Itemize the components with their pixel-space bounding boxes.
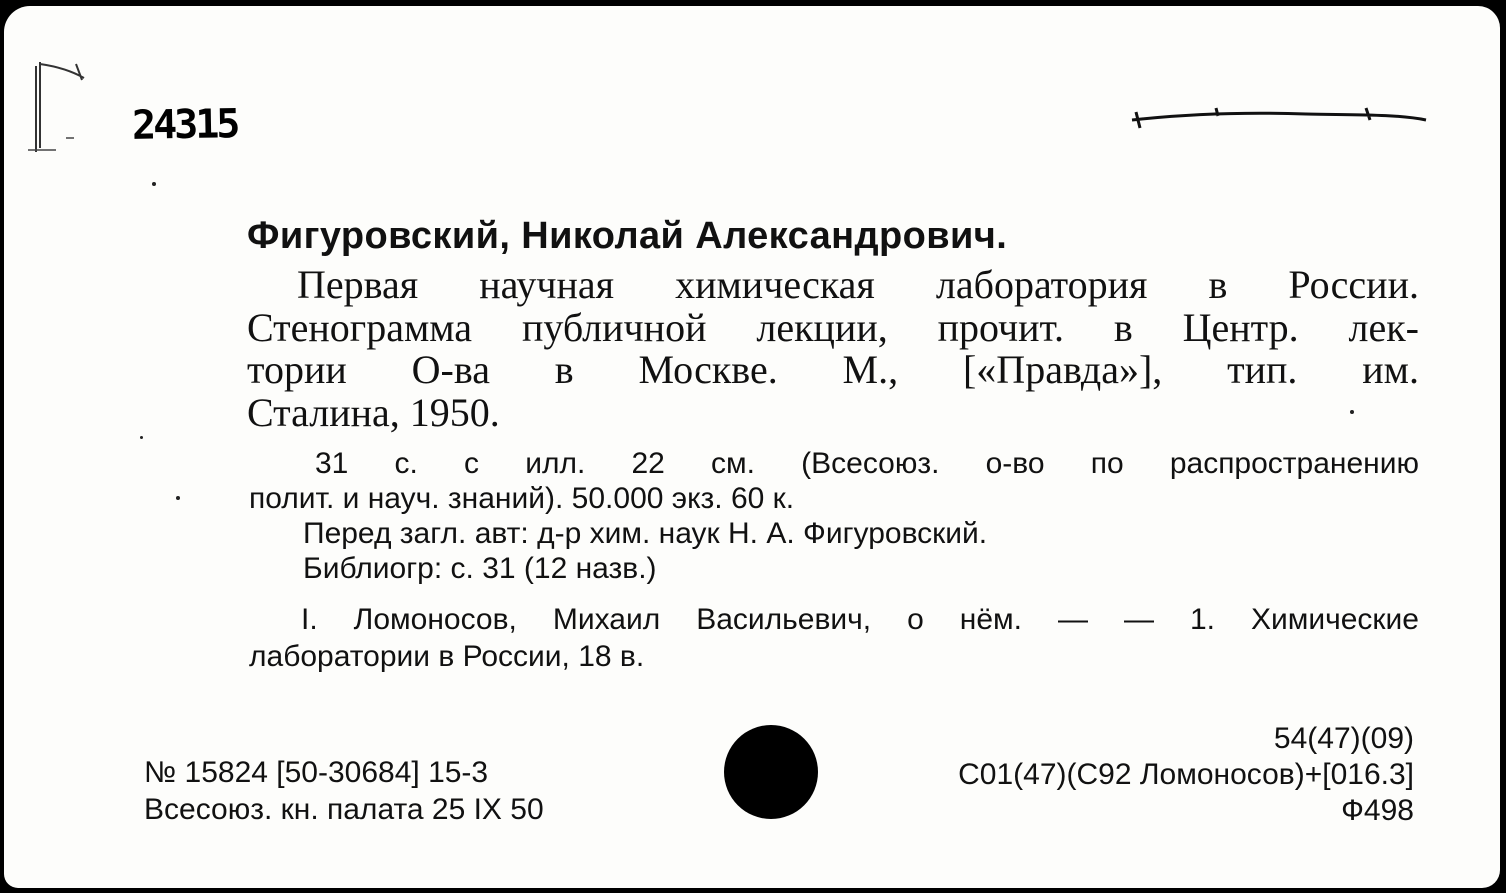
title-line: Стенограмма публичной лекции, прочит. в Центр. лек- bbox=[247, 304, 1419, 350]
title-block bbox=[247, 264, 1419, 434]
classification-codes bbox=[958, 721, 1414, 829]
title-line: тории О-ва в Москве. М., [«Правда»], тип. им. bbox=[247, 347, 1419, 392]
description-line: Перед загл. авт: д-р хим. наук Н. А. Фигуровский. bbox=[303, 517, 988, 550]
description-line: Библиогр: с. 31 (12 назв.) bbox=[303, 552, 657, 585]
author-mark: Ф498 bbox=[1341, 794, 1414, 827]
registry-info bbox=[144, 754, 544, 828]
book-chamber-line: Всесоюз. кн. палата 25 IX 50 bbox=[144, 793, 544, 826]
catalog-card bbox=[4, 6, 1500, 888]
classification-code: 54(47)(09) bbox=[1273, 722, 1414, 755]
subject-headings bbox=[249, 601, 1419, 675]
description-line: 31 с. с илл. 22 см. (Всесоюз. о-во по распространению bbox=[315, 447, 1419, 480]
title-line: Сталина, 1950. bbox=[247, 389, 500, 435]
punch-hole bbox=[724, 725, 818, 819]
description-block bbox=[249, 446, 1419, 586]
author-heading: Фигуровский, Николай Александрович. bbox=[247, 215, 1008, 257]
subject-line: I. Ломоносов, Михаил Васильевич, о нём. — — 1. Химические bbox=[301, 603, 1419, 636]
classification-code: С01(47)(С92 Ломоносов)+[016.3] bbox=[958, 758, 1414, 791]
title-line: Первая научная химическая лаборатория в России. bbox=[297, 262, 1419, 307]
subject-line: лаборатории в России, 18 в. bbox=[249, 640, 645, 673]
handwritten-inventory-number: 24315 bbox=[131, 101, 238, 149]
description-line: полит. и науч. знаний). 50.000 экз. 60 к. bbox=[249, 482, 795, 515]
corner-stamp-mark bbox=[22, 56, 102, 166]
registry-number: № 15824 [50-30684] 15-3 bbox=[144, 756, 489, 789]
signature-mark bbox=[1126, 98, 1432, 138]
